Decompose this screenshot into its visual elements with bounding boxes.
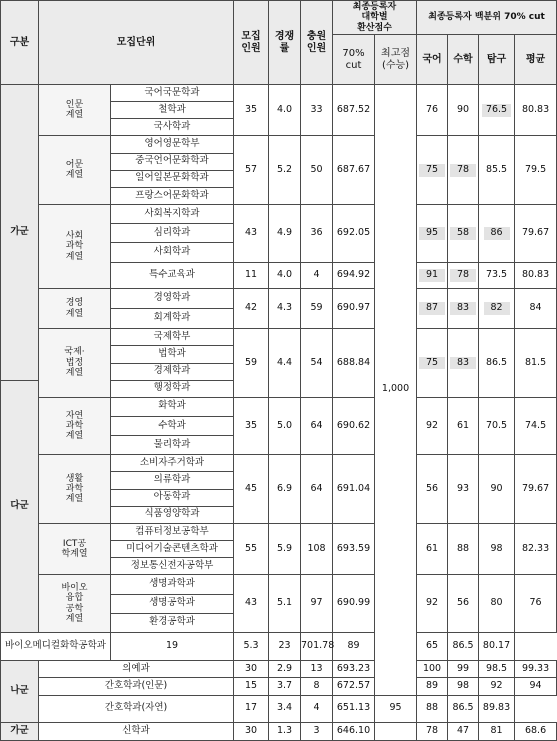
header-percentile: 최종등록자 백분위 70% cut — [417, 1, 557, 35]
quota-cell: 55 — [234, 523, 269, 574]
dept-biomed: 바이오메디컬화학공학과 — [1, 632, 111, 660]
math-cell: 98 — [448, 678, 479, 695]
math-cell — [448, 136, 479, 205]
korean-cell: 78 — [417, 722, 448, 740]
header-average: 평균 — [515, 35, 557, 85]
competition-cell: 6.9 — [269, 455, 301, 524]
math-value: 83 — [450, 302, 476, 315]
korean-cell: 95 — [375, 695, 417, 722]
group-ict: ICT공 학계열 — [39, 523, 111, 574]
average-cell: 68.6 — [515, 722, 557, 740]
inquiry-cell: 86.5 — [448, 632, 479, 660]
competition-cell: 4.9 — [269, 205, 301, 263]
dept-child: 아동학과 — [111, 489, 234, 506]
math-cell: 88 — [448, 523, 479, 574]
dept-mathematics: 수학과 — [111, 416, 234, 435]
math-cell: 47 — [448, 722, 479, 740]
korean-cell — [417, 136, 448, 205]
header-unit: 모집단위 — [39, 1, 234, 85]
quota-cell: 43 — [234, 575, 269, 633]
group-jayeon: 자연 과학 계열 — [39, 397, 111, 455]
extra-cell: 8 — [301, 678, 333, 695]
inquiry-cell: 92 — [479, 678, 515, 695]
competition-cell: 1.3 — [269, 722, 301, 740]
korean-cell: 56 — [417, 455, 448, 524]
math-cell: 56 — [448, 575, 479, 633]
quota-cell: 42 — [234, 288, 269, 328]
header-korean: 국어 — [417, 35, 448, 85]
dept-english: 영어영문학부 — [111, 136, 234, 153]
math-cell — [448, 262, 479, 288]
average-cell: 82.33 — [515, 523, 557, 574]
average-cell: 81.5 — [515, 329, 557, 398]
competition-cell: 5.3 — [234, 632, 269, 660]
group-gukje: 국제· 법정 계열 — [39, 329, 111, 398]
dept-clothing: 의류학과 — [111, 472, 234, 489]
math-value: 78 — [450, 269, 476, 282]
cut-cell: 694.92 — [333, 262, 375, 288]
math-value: 78 — [450, 164, 476, 177]
group-saenghwal: 생활 과학 계열 — [39, 455, 111, 524]
competition-cell: 3.4 — [269, 695, 301, 722]
extra-cell: 54 — [301, 329, 333, 398]
competition-cell: 5.2 — [269, 136, 301, 205]
inquiry-cell — [479, 205, 515, 263]
quota-cell: 35 — [234, 397, 269, 455]
dept-medicine: 의예과 — [39, 661, 234, 678]
cut-cell: 687.52 — [333, 85, 375, 136]
quota-cell: 19 — [111, 632, 234, 660]
group-inmun: 인문 계열 — [39, 85, 111, 136]
dept-business: 경영학과 — [111, 288, 234, 308]
dept-law: 법학과 — [111, 346, 234, 363]
average-cell: 79.67 — [515, 205, 557, 263]
group-bio: 바이오 융합 공학 계열 — [39, 575, 111, 633]
dept-chemistry: 화학과 — [111, 397, 234, 416]
gun-da: 다군 — [1, 380, 39, 632]
header-inquiry: 탐구 — [479, 35, 515, 85]
extra-cell: 64 — [301, 455, 333, 524]
dept-life-sci: 생명과학과 — [111, 575, 234, 594]
cut-cell: 688.84 — [333, 329, 375, 398]
extra-cell: 108 — [301, 523, 333, 574]
average-cell: 94 — [515, 678, 557, 695]
korean-cell — [417, 329, 448, 398]
math-cell: 90 — [448, 85, 479, 136]
quota-cell: 15 — [234, 678, 269, 695]
cut-cell: 692.05 — [333, 205, 375, 263]
header-final-score: 최종등록자 대학별 환산점수 — [333, 1, 417, 35]
average-cell: 99.33 — [515, 661, 557, 678]
competition-cell: 3.7 — [269, 678, 301, 695]
korean-cell: 89 — [333, 632, 375, 660]
average-cell: 76 — [515, 575, 557, 633]
quota-cell: 45 — [234, 455, 269, 524]
header-extra: 충원 인원 — [301, 1, 333, 85]
inquiry-cell — [479, 288, 515, 328]
inquiry-cell: 70.5 — [479, 397, 515, 455]
average-cell: 84 — [515, 288, 557, 328]
cut-cell: 690.97 — [333, 288, 375, 328]
max-score-cell: 1,000 — [375, 85, 417, 696]
korean-value: 91 — [419, 269, 445, 282]
inquiry-cell: 98.5 — [479, 661, 515, 678]
gun-ga-2: 가군 — [1, 722, 39, 740]
dept-food: 식품영양학과 — [111, 506, 234, 523]
math-value: 58 — [450, 227, 476, 240]
math-cell: 99 — [448, 661, 479, 678]
quota-cell: 59 — [234, 329, 269, 398]
inquiry-cell: 86.5 — [448, 695, 479, 722]
dept-nursing-hum: 간호학과(인문) — [39, 678, 234, 695]
average-cell: 80.83 — [515, 85, 557, 136]
average-cell: 79.5 — [515, 136, 557, 205]
math-cell: 65 — [417, 632, 448, 660]
extra-cell: 4 — [301, 695, 333, 722]
math-cell: 93 — [448, 455, 479, 524]
group-sahoe: 사회 과학 계열 — [39, 205, 111, 289]
dept-computer: 컴퓨터정보공학부 — [111, 523, 234, 540]
korean-cell — [417, 288, 448, 328]
extra-cell: 3 — [301, 722, 333, 740]
header-gubun: 구분 — [1, 1, 39, 85]
competition-cell: 4.3 — [269, 288, 301, 328]
cut-cell: 693.23 — [333, 661, 375, 678]
cut-cell: 690.62 — [333, 397, 375, 455]
extra-cell: 59 — [301, 288, 333, 328]
quota-cell: 30 — [234, 661, 269, 678]
competition-cell: 5.0 — [269, 397, 301, 455]
math-cell — [448, 205, 479, 263]
competition-cell: 4.4 — [269, 329, 301, 398]
dept-french: 프랑스어문화학과 — [111, 187, 234, 204]
dept-social-welfare: 사회복지학과 — [111, 205, 234, 224]
group-gyeongyeong: 경영 계열 — [39, 288, 111, 328]
math-cell — [448, 329, 479, 398]
competition-cell: 4.0 — [269, 262, 301, 288]
cut-cell: 651.13 — [333, 695, 375, 722]
dept-psychology: 심리학과 — [111, 224, 234, 243]
quota-cell: 30 — [234, 722, 269, 740]
inquiry-value: 82 — [484, 302, 510, 315]
dept-economics: 경제학과 — [111, 363, 234, 380]
max-score-empty-cell — [375, 722, 417, 740]
cut-cell: 693.59 — [333, 523, 375, 574]
korean-value: 75 — [419, 357, 445, 370]
korean-cell: 100 — [417, 661, 448, 678]
cut-cell: 672.57 — [333, 678, 375, 695]
extra-cell: 97 — [301, 575, 333, 633]
korean-cell: 92 — [417, 397, 448, 455]
quota-cell: 11 — [234, 262, 269, 288]
quota-cell: 35 — [234, 85, 269, 136]
dept-philosophy: 철학과 — [111, 102, 234, 119]
dept-accounting: 회계학과 — [111, 309, 234, 329]
dept-env-eng: 환경공학과 — [111, 613, 234, 632]
header-competition: 경쟁 률 — [269, 1, 301, 85]
dept-public-admin: 행정학과 — [111, 380, 234, 397]
extra-cell: 13 — [301, 661, 333, 678]
header-cut70: 70% cut — [333, 35, 375, 85]
dept-infocomm: 정보통신전자공학부 — [111, 558, 234, 575]
cut-cell: 691.04 — [333, 455, 375, 524]
gun-na: 나군 — [1, 661, 39, 723]
competition-cell: 2.9 — [269, 661, 301, 678]
average-cell: 74.5 — [515, 397, 557, 455]
extra-cell: 64 — [301, 397, 333, 455]
average-cell: 79.67 — [515, 455, 557, 524]
dept-japanese: 일어일본문화학과 — [111, 170, 234, 187]
average-cell: 80.83 — [515, 262, 557, 288]
korean-cell: 89 — [417, 678, 448, 695]
dept-sociology: 사회학과 — [111, 243, 234, 262]
extra-cell: 36 — [301, 205, 333, 263]
inquiry-value: 86 — [484, 227, 510, 240]
inquiry-cell: 98 — [479, 523, 515, 574]
competition-cell: 5.9 — [269, 523, 301, 574]
dept-media: 미디어기술콘텐츠학과 — [111, 541, 234, 558]
inquiry-cell: 90 — [479, 455, 515, 524]
korean-value: 87 — [419, 302, 445, 315]
group-eomun: 어문 계열 — [39, 136, 111, 205]
inquiry-cell: 73.5 — [479, 262, 515, 288]
header-max-score: 최고점 (수능) — [375, 35, 417, 85]
inquiry-cell: 86.5 — [479, 329, 515, 398]
korean-value: 75 — [419, 164, 445, 177]
cut-cell: 687.67 — [333, 136, 375, 205]
cut-cell: 646.10 — [333, 722, 375, 740]
average-cell: 89.83 — [479, 695, 515, 722]
inquiry-cell: 81 — [479, 722, 515, 740]
korean-cell — [417, 205, 448, 263]
competition-cell: 5.1 — [269, 575, 301, 633]
korean-cell: 61 — [417, 523, 448, 574]
extra-cell: 33 — [301, 85, 333, 136]
korean-cell: 92 — [417, 575, 448, 633]
inquiry-cell: 80 — [479, 575, 515, 633]
dept-korean-lit: 국어국문학과 — [111, 85, 234, 102]
korean-cell — [417, 262, 448, 288]
quota-cell: 57 — [234, 136, 269, 205]
math-cell: 88 — [417, 695, 448, 722]
math-cell — [448, 288, 479, 328]
quota-cell: 17 — [234, 695, 269, 722]
header-quota: 모집 인원 — [234, 1, 269, 85]
korean-value: 95 — [419, 227, 445, 240]
extra-cell: 23 — [269, 632, 301, 660]
dept-chinese: 중국언어문화학과 — [111, 153, 234, 170]
inquiry-value: 76.5 — [482, 104, 511, 117]
cut-cell: 690.99 — [333, 575, 375, 633]
competition-cell: 4.0 — [269, 85, 301, 136]
dept-nursing-sci: 간호학과(자연) — [39, 695, 234, 722]
dept-life-eng: 생명공학과 — [111, 594, 234, 613]
inquiry-cell: 85.5 — [479, 136, 515, 205]
average-cell: 80.17 — [479, 632, 515, 660]
korean-cell: 76 — [417, 85, 448, 136]
quota-cell: 43 — [234, 205, 269, 263]
extra-cell: 4 — [301, 262, 333, 288]
cut-cell: 701.78 — [301, 632, 333, 660]
dept-physics: 물리학과 — [111, 436, 234, 455]
extra-cell: 50 — [301, 136, 333, 205]
dept-history: 국사학과 — [111, 119, 234, 136]
dept-special-ed: 특수교육과 — [111, 262, 234, 288]
dept-intl: 국제학부 — [111, 329, 234, 346]
math-value: 83 — [450, 357, 476, 370]
dept-consumer: 소비자주거학과 — [111, 455, 234, 472]
header-math: 수학 — [448, 35, 479, 85]
dept-theology: 신학과 — [39, 722, 234, 740]
math-cell: 61 — [448, 397, 479, 455]
inquiry-cell — [479, 85, 515, 136]
gun-ga: 가군 — [1, 85, 39, 381]
